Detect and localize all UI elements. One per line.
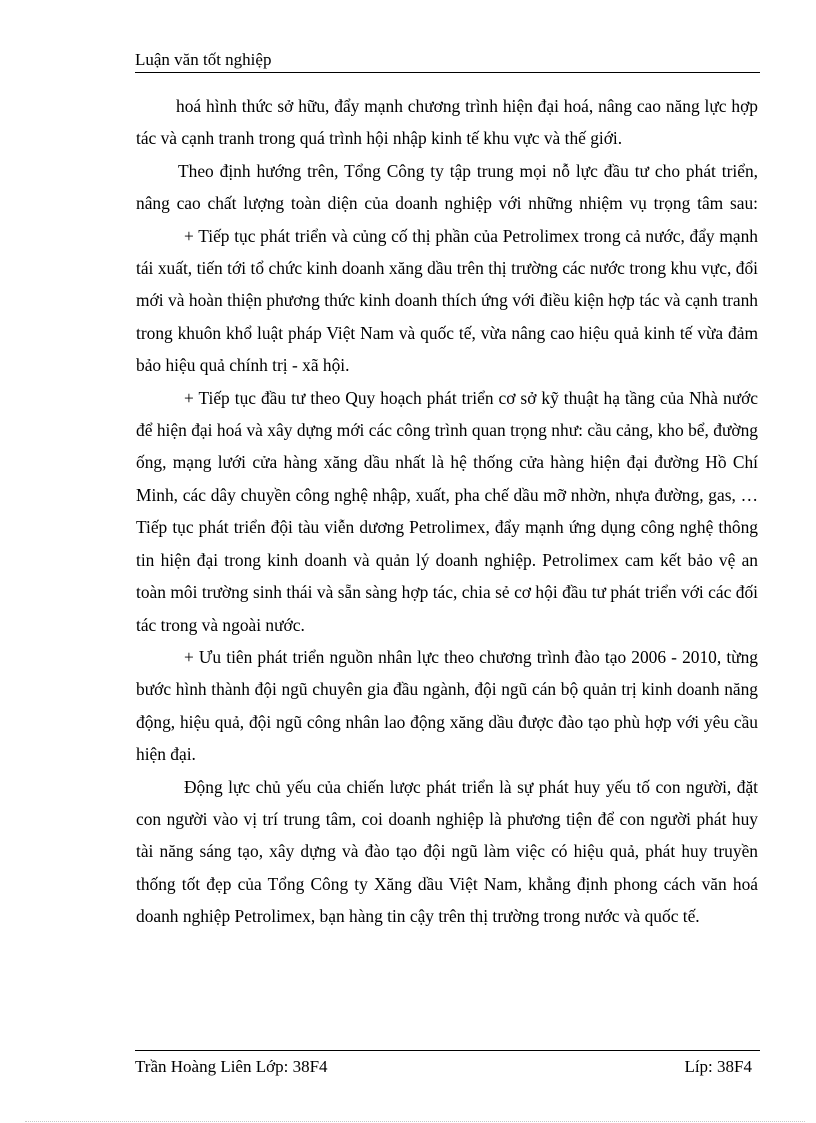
footer-class: Líp: 38F4 (684, 1057, 752, 1076)
paragraph-5: + Ưu tiên phát triển nguồn nhân lực theo chương trình đào tạo 2006 - 2010, từng bước hình thành đội ngũ chuyên gia đầu ngành, đội ngũ cán bộ quản trị kinh doanh năng động, hiệu quả, đội ngũ công nhân lao động xăng dầu được đào tạo phù hợp với yêu cầu hiện đại. (136, 646, 758, 765)
document-body (136, 90, 758, 933)
page-edge-divider (25, 1121, 805, 1122)
paragraph-3: + Tiếp tục phát triển và củng cố thị phần của Petrolimex trong cả nước, đẩy mạnh tái xuất, tiến tới tổ chức kinh doanh xăng dầu trên thị trường các nước trong khu vực, đổi mới và hoàn thiện phương thức kinh doanh thích ứng với điều kiện hợp tác và cạnh tranh trong khuôn khổ luật pháp Việt Nam và quốc tế, vừa nâng cao hiệu quả kinh tế vừa đảm bảo hiệu quả chính trị - xã hội. (136, 225, 758, 376)
header-title: Luận văn tốt nghiệp (135, 50, 272, 69)
page-header (135, 50, 760, 73)
paragraph-1: hoá hình thức sở hữu, đẩy mạnh chương trình hiện đại hoá, nâng cao năng lực hợp tác và cạnh tranh trong quá trình hội nhập kinh tế khu vực và thế giới. (136, 96, 758, 149)
footer-author: Trần Hoàng Liên Lớp: 38F4 (135, 1057, 328, 1076)
paragraph-4: + Tiếp tục đầu tư theo Quy hoạch phát triển cơ sở kỹ thuật hạ tầng của Nhà nước để hiện đại hoá và xây dựng mới các công trình quan trọng như: cầu cảng, kho bể, đường ống, mạng lưới cửa hàng xăng dầu nhất là hệ thống cửa hàng hiện đại đường Hồ Chí Minh, các dây chuyền công nghệ nhập, xuất, pha chế dầu mỡ nhờn, nhựa đường, gas, … Tiếp tục phát triển đội tàu viễn dương Petrolimex, đẩy mạnh ứng dụng công nghệ thông tin hiện đại trong kinh doanh và quản lý doanh nghiệp. Petrolimex cam kết bảo vệ an toàn môi trường sinh thái và sẵn sàng hợp tác, chia sẻ cơ hội đầu tư phát triển với các đối tác trong và ngoài nước. (136, 387, 758, 635)
paragraph-2: Theo định hướng trên, Tổng Công ty tập trung mọi nỗ lực đầu tư cho phát triển, nâng cao chất lượng toàn diện của doanh nghiệp với những nhiệm vụ trọng tâm sau: (136, 160, 758, 214)
page-footer (135, 1050, 760, 1076)
paragraph-6: Động lực chủ yếu của chiến lược phát triển là sự phát huy yếu tố con người, đặt con người vào vị trí trung tâm, coi doanh nghiệp là phương tiện để con người phát huy tài năng sáng tạo, xây dựng và đào tạo đội ngũ làm việc có hiệu quả, phát huy truyền thống tốt đẹp của Tổng Công ty Xăng dầu Việt Nam, khẳng định phong cách văn hoá doanh nghiệp Petrolimex, bạn hàng tin cậy trên thị trường trong nước và quốc tế. (136, 776, 758, 927)
